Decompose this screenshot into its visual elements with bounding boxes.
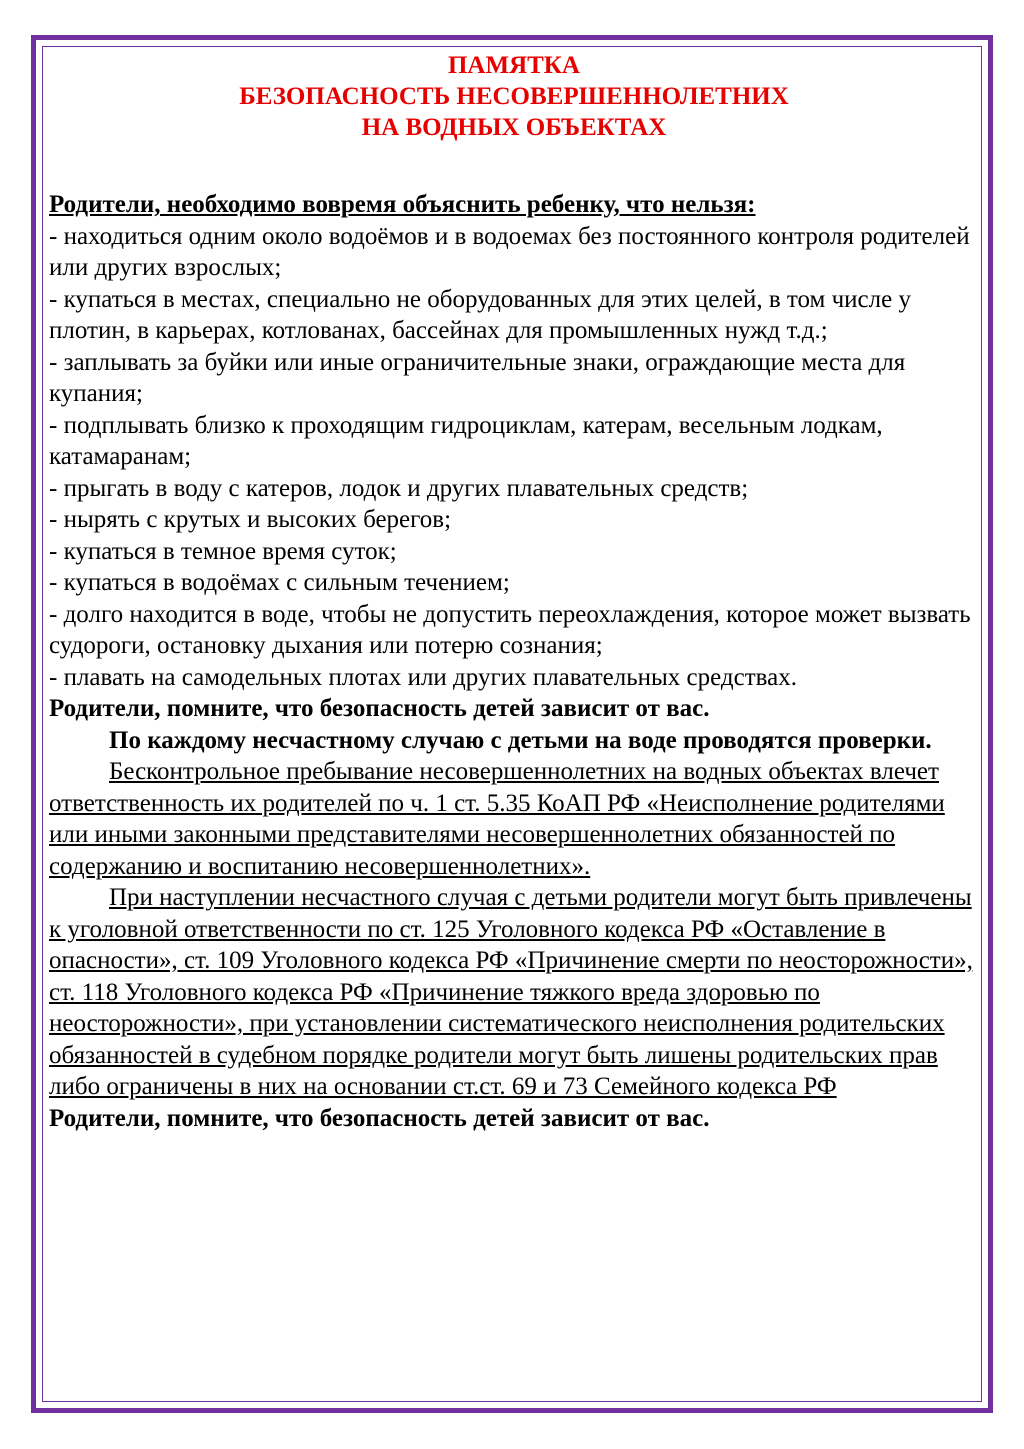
rule-item: - находиться одним около водоёмов и в водоемах без постоянного контроля родителей или других взрослых; bbox=[49, 222, 970, 281]
rule-item: - прыгать в воду с катеров, лодок и других плавательных средств; bbox=[49, 474, 749, 502]
memo-title bbox=[49, 50, 979, 143]
liability-criminal: При наступлении несчастного случая с детьми родители могут быть привлечены к уголовной ответственности по ст. 125 Уголовного кодекса РФ «Оставление в опасности», ст. 109 Уголовного кодекса РФ «Причинение смерти по неосторожности», ст. 118 Уголовного кодекса РФ «Причинение тяжкого вреда здоровью по неосторожности», при установлении систематического неисполнения родительских обязанностей в судебном порядке родители могут быть лишены родительских прав либо ограничены в них на основании ст.ст. 69 и 73 Семейного кодекса РФ bbox=[49, 884, 973, 1100]
rule-item: - купаться в водоёмах с сильным течением; bbox=[49, 569, 510, 596]
rules-list bbox=[49, 221, 979, 694]
rule-item: - долго находится в воде, чтобы не допустить переохлаждения, которое может вызвать судороги, остановку дыхания или потерю сознания; bbox=[49, 600, 971, 659]
rule-item: - нырять с крутых и высоких берегов; bbox=[49, 506, 452, 533]
reminder-2: Родители, помните, что безопасность детей зависит от вас. bbox=[49, 1104, 710, 1132]
reminder-1: Родители, помните, что безопасность детей зависит от вас. bbox=[49, 695, 710, 722]
checks-notice: По каждому несчастному случаю с детьми на воде проводятся проверки. bbox=[109, 726, 932, 754]
rule-item: - плавать на самодельных плотах или других плавательных средствах. bbox=[49, 663, 797, 691]
liability-admin: Бесконтрольное пребывание несовершеннолетних на водных объектах влечет ответственность их родителей по ч. 1 ст. 5.35 КоАП РФ «Неисполнение родителями или иными законными представителями несовершеннолетних обязанностей по содержанию и воспитанию несовершеннолетних». bbox=[49, 758, 945, 880]
rule-item: - купаться в темное время суток; bbox=[49, 537, 397, 565]
rule-item: - купаться в местах, специально не оборудованных для этих целей, в том числе у плотин, в карьерах, котлованах, бассейнах для промышленных нужд т.д.; bbox=[49, 285, 911, 344]
rule-item: - подплывать близко к проходящим гидроциклам, катерам, весельным лодкам, катамаранам; bbox=[49, 411, 883, 470]
title-line-1: ПАМЯТКА bbox=[447, 52, 580, 79]
title-line-3: НА ВОДНЫХ ОБЪЕКТАХ bbox=[361, 114, 667, 141]
intro-heading: Родители, необходимо вовремя объяснить ребенку, что нельзя: bbox=[49, 191, 756, 218]
rule-item: - заплывать за буйки или иные ограничительные знаки, ограждающие места для купания; bbox=[49, 348, 906, 407]
memo-content bbox=[49, 50, 979, 1134]
title-line-2: БЕЗОПАСНОСТЬ НЕСОВЕРШЕННОЛЕТНИХ bbox=[239, 83, 789, 110]
